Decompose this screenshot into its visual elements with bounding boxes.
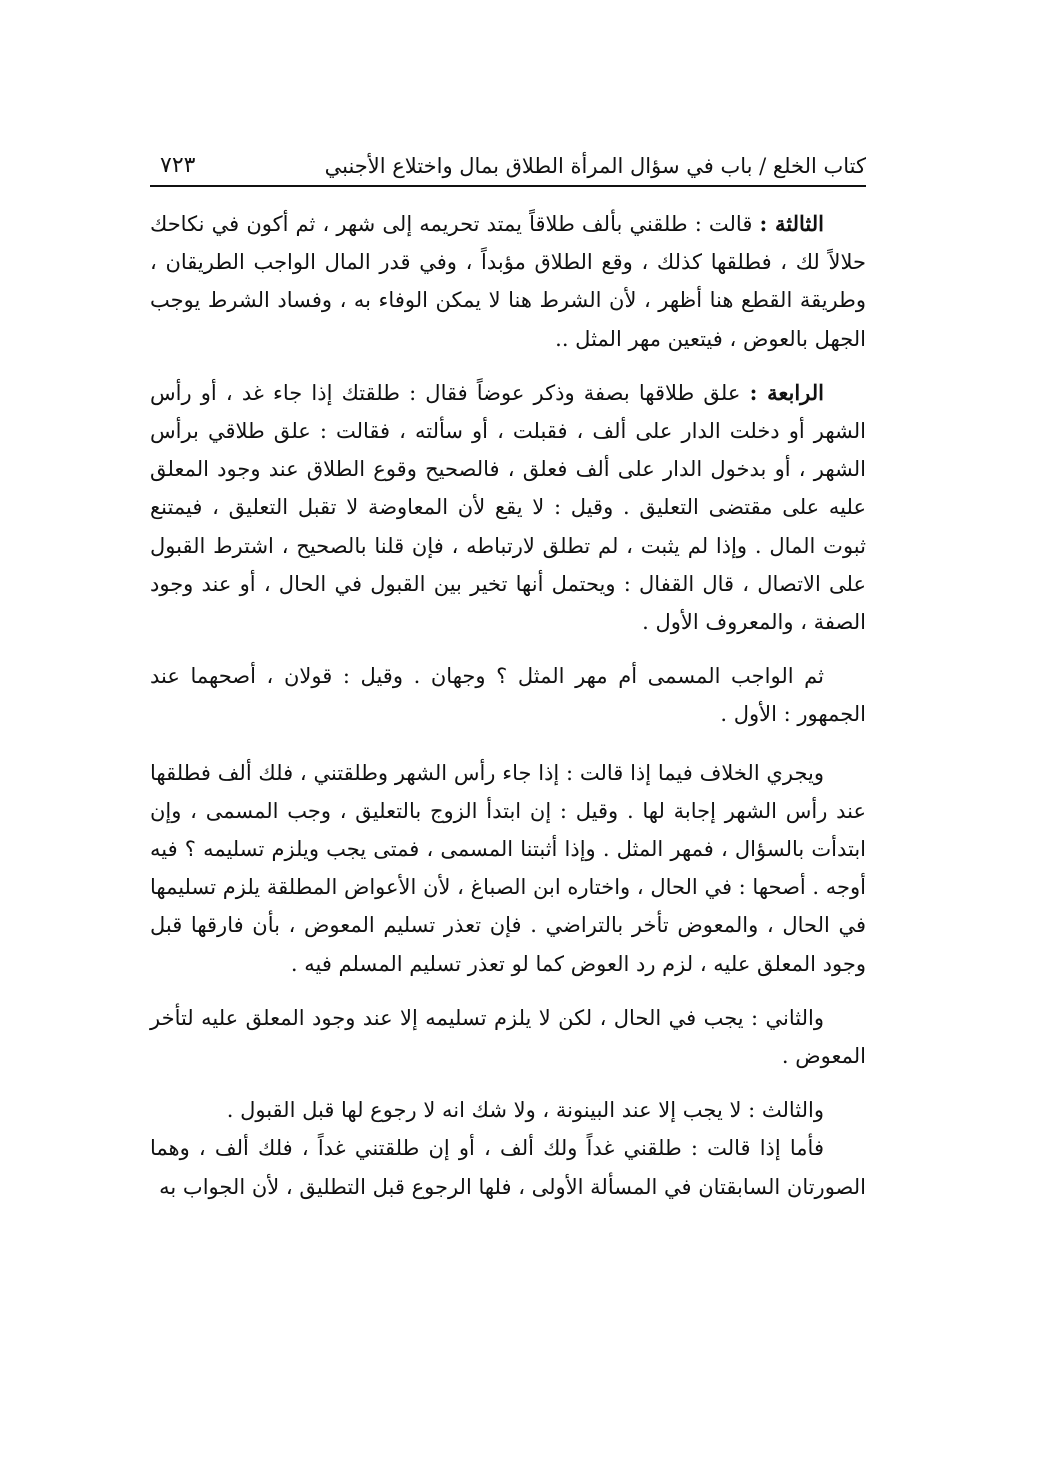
paragraph-text: قالت : طلقني بألف طلاقاً يمتد تحريمه إلى شهر ، ثم أكون في نكاحك حلالاً لك ، فطلقها كذلك ، وقع الطلاق مؤبداً ، وفي قدر المال الواجب الطريقان ، وطريقة القطع هنا أظهر ، لأن الشرط هنا لا يمكن الوفاء به ، وفساد الشرط يوجب الجهل بالعوض ، فيتعين مهر المثل .. xyxy=(150,212,866,351)
paragraph: ثم الواجب المسمى أم مهر المثل ؟ وجهان . وقيل : قولان ، أصحهما عند الجمهور : الأول . xyxy=(150,664,866,727)
body-text xyxy=(150,205,866,1206)
document-page xyxy=(150,135,866,1206)
section-term: الثالثة : xyxy=(759,211,824,236)
paragraph-fourth xyxy=(150,374,866,641)
paragraph: فأما إذا قالت : طلقني غداً ولك ألف ، أو إن طلقتني غداً ، فلك ألف ، وهما الصورتان السابقتان في المسألة الأولى ، فلها الرجوع قبل التطليق ، لأن الجواب به xyxy=(150,1136,866,1199)
paragraph: ويجري الخلاف فيما إذا قالت : إذا جاء رأس الشهر وطلقتني ، فلك ألف فطلقها عند رأس الشهر إجابة لها . وقيل : إن ابتدأ الزوج بالتعليق ، وجب المسمى ، وإن ابتدأت بالسؤال ، فمهر المثل . وإذا أثبتنا المسمى ، فمتى يجب ويلزم تسليمه ؟ فيه أوجه . أصحها : في الحال ، واختاره ابن الصباغ ، لأن الأعواض المطلقة يلزم تسليمها في الحال ، والمعوض تأخر بالتراضي . فإن تعذر تسليم المعوض ، بأن فارقها قبل وجود المعلق عليه ، لزم رد العوض كما لو تعذر تسليم المسلم فيه . xyxy=(150,760,866,976)
running-header xyxy=(150,135,866,187)
section-term: الرابعة : xyxy=(749,379,824,405)
page-number: ٧٢٣ xyxy=(160,153,196,178)
paragraph-text: علق طلاقها بصفة وذكر عوضاً فقال : طلقتك إذا جاء غد ، أو رأس الشهر أو دخلت الدار على ألف ، فقبلت ، أو سألته ، فقالت : علق طلاقي برأس الشهر ، أو بدخول الدار على ألف فعلق ، فالصحيح وقوع الطلاق عند وجود المعلق عليه على مقتضى التعليق . وقيل : لا يقع لأن المعاوضة لا تقبل التعليق ، فيمتنع ثبوت المال . وإذا لم يثبت ، لم تطلق لارتباطه ، فإن قلنا بالصحيح ، اشترط القبول على الاتصال ، قال القفال : ويحتمل أنها تخير بين القبول في الحال ، أو عند وجود الصفة ، والمعروف الأول . xyxy=(150,380,866,635)
paragraph: والثاني : يجب في الحال ، لكن لا يلزم تسليمه إلا عند وجود المعلق عليه لتأخر المعوض . xyxy=(150,1005,866,1069)
paragraph-third xyxy=(150,205,866,358)
header-title: كتاب الخلع / باب في سؤال المرأة الطلاق بمال واختلاع الأجنبي xyxy=(324,154,866,178)
paragraph: والثالث : لا يجب إلا عند البينونة ، ولا شك انه لا رجوع لها قبل القبول . xyxy=(226,1098,824,1123)
